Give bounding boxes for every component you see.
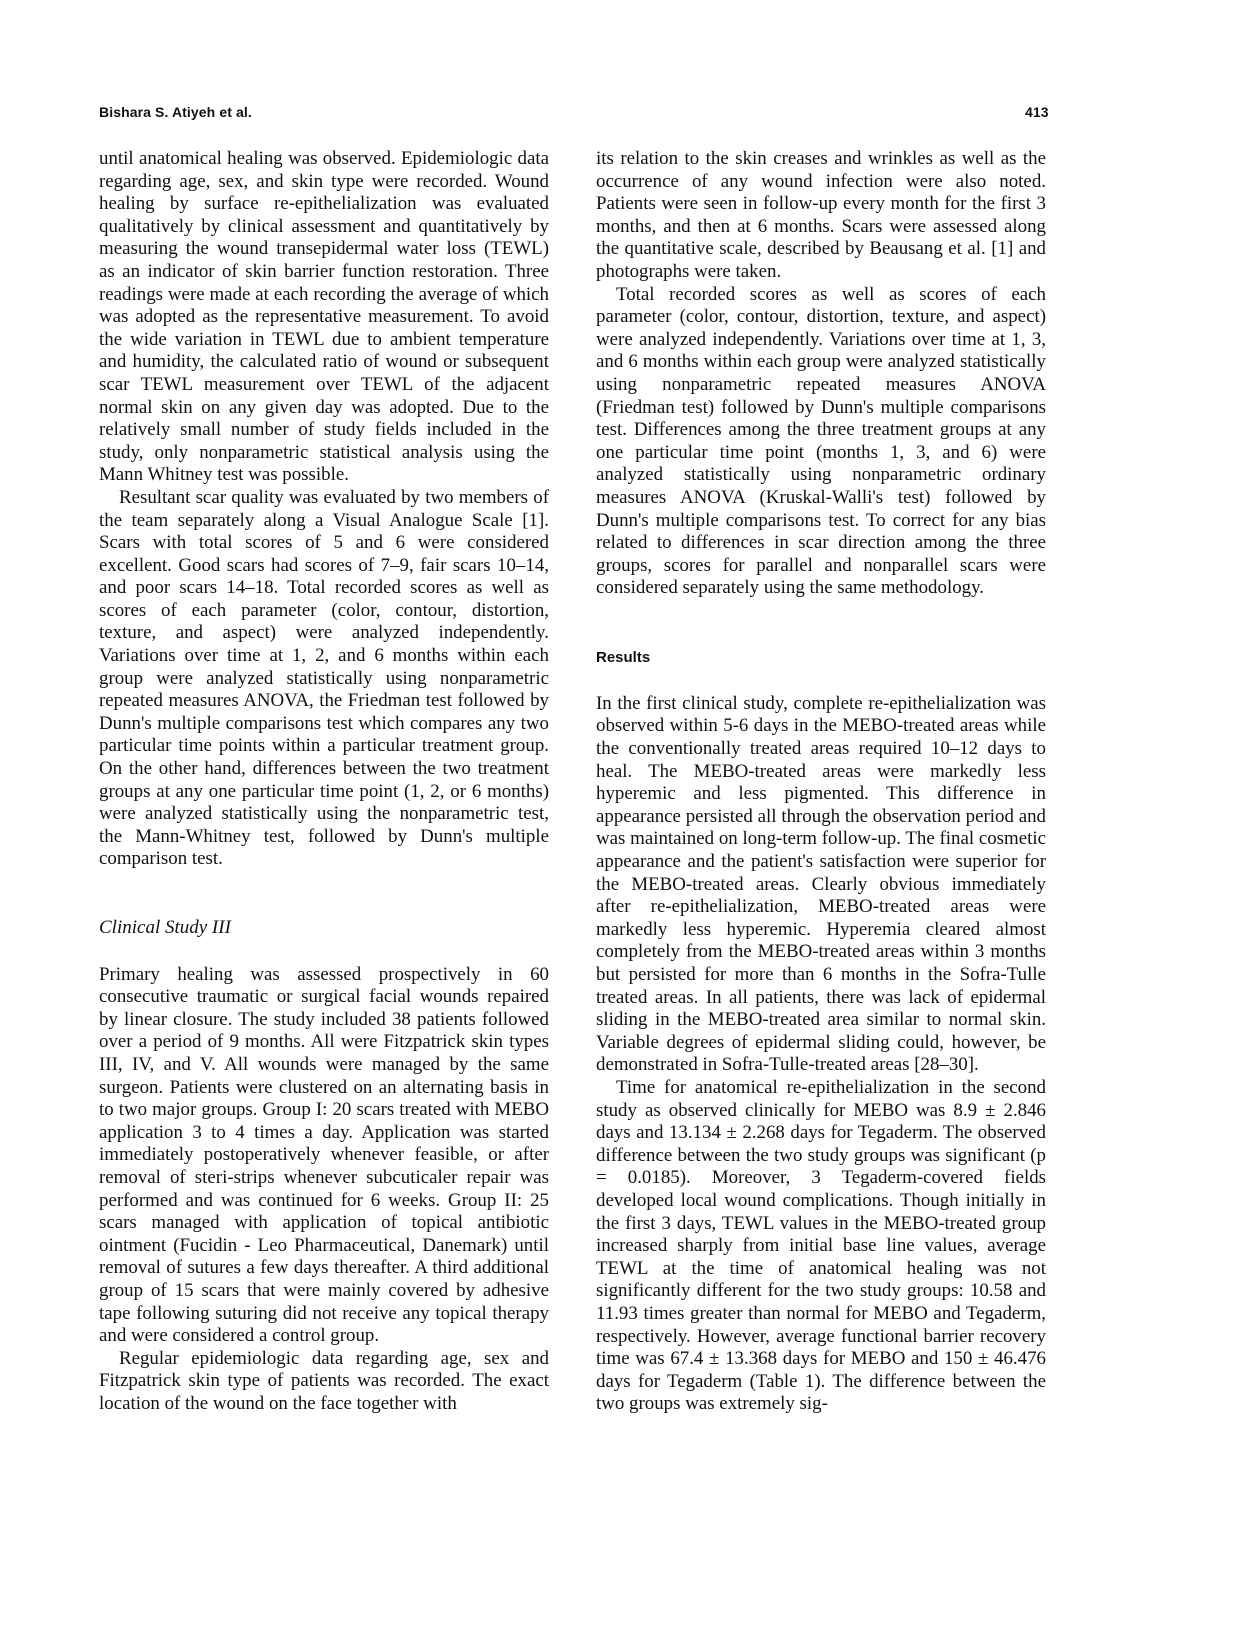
body-paragraph: until anatomical healing was observed. Epidemiologic data regarding age, sex, and skin type were recorded. Wound healing by surface re-epithelialization was evaluated qualitatively by clinical assessment and quantitatively by measuring the wound transepidermal water loss (TEWL) as an indicator of skin barrier function restoration. Three readings were made at each recording the average of which was adopted as the representative measurement. To avoid the wide variation in TEWL due to ambient temperature and humidity, the calculated ratio of wound or subsequent scar TEWL measurement over TEWL of the adjacent normal skin on any given day was adopted. Due to the relatively small number of study fields included in the study, only nonparametric statistical analysis using the Mann Whitney test was possible. [99, 148, 549, 486]
body-paragraph: Time for anatomical re-epithelialization in the second study as observed clinically for MEBO was 8.9 ± 2.846 days and 13.134 ± 2.268 days for Tegaderm. The observed difference between the two study groups was significant (p = 0.0185). Moreover, 3 Tegaderm-covered fields developed local wound complications. Though initially in the first 3 days, TEWL values in the MEBO-treated group increased sharply from initial base line values, average TEWL at the time of anatomical healing was not significantly different for the two study groups: 10.58 and 11.93 times greater than normal for MEBO and Tegaderm, respectively. However, average functional barrier recovery time was 67.4 ± 13.368 days for MEBO and 150 ± 46.476 days for Tegaderm (Table 1). The difference between the two groups was extremely sig- [596, 1076, 1046, 1415]
page-number: 413 [1025, 104, 1049, 120]
body-paragraph: Primary healing was assessed prospectively in 60 consecutive traumatic or surgical facial wounds repaired by linear closure. The study included 38 patients followed over a period of 9 months. All were Fitzpatrick skin types III, IV, and V. All wounds were managed by the same surgeon. Patients were clustered on an alternating basis in to two major groups. Group I: 20 scars treated with MEBO application 3 to 4 times a day. Application was started immediately postoperatively whenever feasible, or after removal of steri-strips whenever subcuticaler repair was performed and was continued for 6 weeks. Group II: 25 scars managed with application of topical antibiotic ointment (Fucidin - Leo Pharmaceutical, Danemark) until removal of sutures a few days thereafter. A third additional group of 15 scars that were mainly covered by adhesive tape following suturing did not receive any topical therapy and were considered a control group. [99, 963, 549, 1347]
right-column [596, 148, 1046, 1416]
left-column [99, 148, 549, 1415]
body-paragraph: In the first clinical study, complete re-epithelialization was observed within 5-6 days in the MEBO-treated areas while the conventionally treated areas required 10–12 days to heal. The MEBO-treated areas were markedly less hyperemic and less pigmented. This difference in appearance persisted all through the observation period and was maintained on long-term follow-up. The final cosmetic appearance and the patient's satisfaction were superior for the MEBO-treated areas. Clearly obvious immediately after re-epithelialization, MEBO-treated areas were markedly less hyperemic. Hyperemia cleared almost completely from the MEBO-treated areas within 3 months but persisted for more than 6 months in the Sofra-Tulle treated areas. In all patients, there was lack of epidermal sliding in the MEBO-treated area similar to normal skin. Variable degrees of epidermal sliding could, however, be demonstrated in Sofra-Tulle-treated areas [28–30]. [596, 692, 1046, 1076]
body-paragraph: Regular epidemiologic data regarding age, sex and Fitzpatrick skin type of patients was recorded. The exact location of the wound on the face together with [99, 1347, 549, 1414]
section-heading-clinical-study-iii: Clinical Study III [99, 917, 231, 938]
body-paragraph: its relation to the skin creases and wrinkles as well as the occurrence of any wound infection were also noted. Patients were seen in follow-up every month for the first 3 months, and then at 6 months. Scars were assessed along the quantitative scale, described by Beausang et al. [1] and photographs were taken. [596, 148, 1046, 282]
running-head-author: Bishara S. Atiyeh et al. [99, 104, 252, 120]
body-paragraph: Total recorded scores as well as scores of each parameter (color, contour, distortion, texture, and aspect) were analyzed independently. Variations over time at 1, 3, and 6 months within each group were analyzed statistically using nonparametric repeated measures ANOVA (Friedman test) followed by Dunn's multiple comparisons test. Differences among the three treatment groups at any one particular time point (months 1, 3, and 6) were analyzed statistically using nonparametric ordinary measures ANOVA (Kruskal-Walli's test) followed by Dunn's multiple comparisons test. To correct for any bias related to differences in scar direction among the three groups, scores for parallel and nonparallel scars were considered separately using the same methodology. [596, 283, 1046, 599]
body-paragraph: Resultant scar quality was evaluated by two members of the team separately along a Visual Analogue Scale [1]. Scars with total scores of 5 and 6 were considered excellent. Good scars had scores of 7–9, fair scars 10–14, and poor scars 14–18. Total recorded scores as well as scores of each parameter (color, contour, distortion, texture, and aspect) were analyzed independently. Variations over time at 1, 2, and 6 months within each group were analyzed statistically using nonparametric repeated measures ANOVA, the Friedman test followed by Dunn's multiple comparisons test which compares any two particular time points within a particular treatment group. On the other hand, differences between the two treatment groups at any one particular time point (1, 2, or 6 months) were analyzed statistically using the nonparametric test, the Mann-Whitney test, followed by Dunn's multiple comparison test. [99, 486, 549, 870]
section-heading-results: Results [596, 648, 651, 666]
